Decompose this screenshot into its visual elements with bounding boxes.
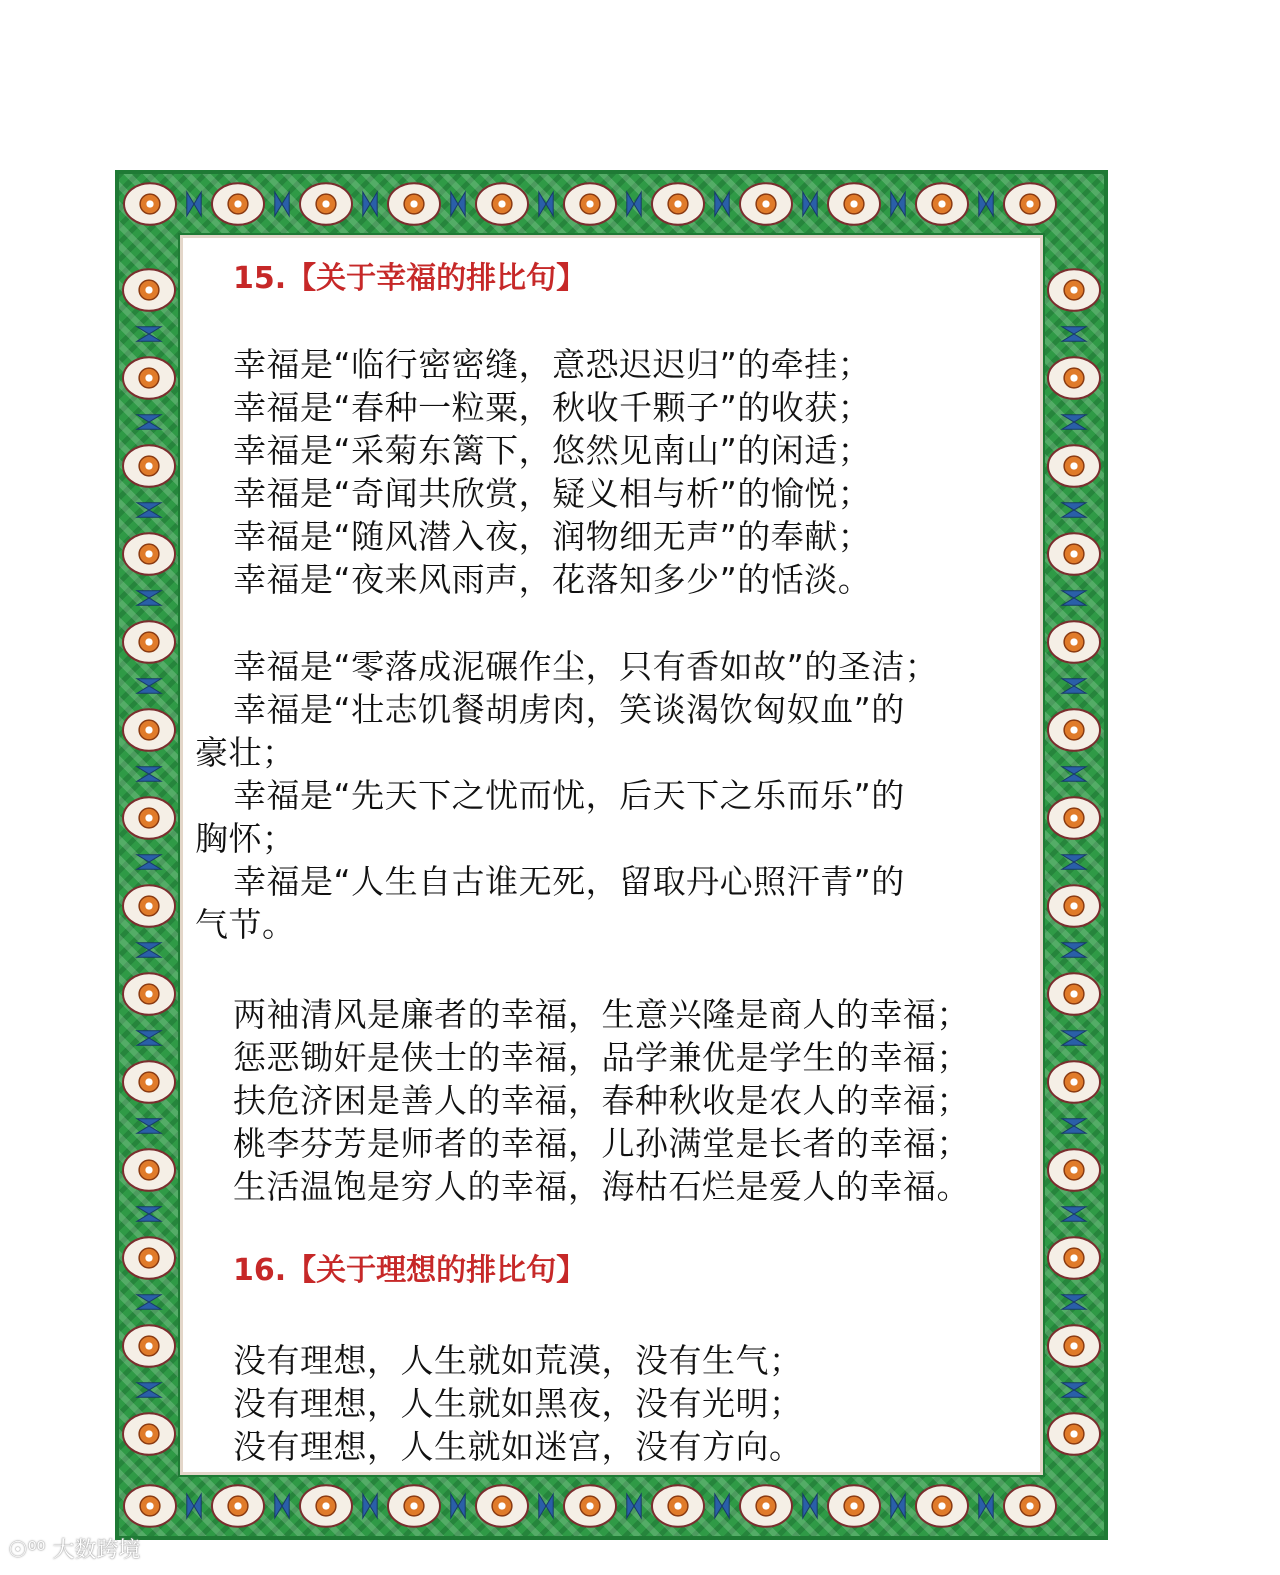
text-line: 幸福是“壮志饥餐胡虏肉，笑谈渴饮匈奴血”的 bbox=[233, 690, 905, 729]
text-line: 胸怀； bbox=[195, 819, 296, 858]
watermark bbox=[8, 1533, 140, 1564]
text-line: 幸福是“奇闻共欣赏，疑义相与析”的愉悦； bbox=[233, 474, 872, 513]
text-line: 幸福是“零落成泥碾作尘，只有香如故”的圣洁； bbox=[233, 647, 939, 686]
text-line: 豪壮； bbox=[195, 733, 296, 772]
text-line: 桃李芬芳是师者的幸福，儿孙满堂是长者的幸福； bbox=[233, 1124, 970, 1163]
text-line: 没有理想，人生就如黑夜，没有光明； bbox=[233, 1384, 803, 1423]
text-line: 幸福是“采菊东篱下，悠然见南山”的闲适； bbox=[233, 431, 872, 470]
text-line: 气节。 bbox=[195, 905, 296, 944]
watermark-text: 大数跨境 bbox=[52, 1538, 141, 1563]
text-line: 幸福是“春种一粒粟，秋收千颗子”的收获； bbox=[233, 388, 872, 427]
text-line: 惩恶锄奸是侠士的幸福，品学兼优是学生的幸福； bbox=[233, 1038, 970, 1077]
text-line: 没有理想，人生就如荒漠，没有生气； bbox=[233, 1341, 803, 1380]
text-line: 幸福是“人生自古谁无死，留取丹心照汗青”的 bbox=[233, 862, 905, 901]
text-line: 扶危济困是善人的幸福，春种秋收是农人的幸福； bbox=[233, 1081, 970, 1120]
text-line: 生活温饱是穷人的幸福，海枯石烂是爱人的幸福。 bbox=[233, 1167, 970, 1206]
text-line: 幸福是“临行密密缝，意恐迟迟归”的牵挂； bbox=[233, 345, 872, 384]
text-line: 幸福是“夜来风雨声，花落知多少”的恬淡。 bbox=[233, 560, 872, 599]
text-line: 两袖清风是廉者的幸福，生意兴隆是商人的幸福； bbox=[233, 995, 970, 1034]
section-16-heading: 16.【关于理想的排比句】 bbox=[233, 1253, 587, 1288]
watermark-logo-icon: ☉⁰⁰ bbox=[8, 1538, 53, 1563]
text-line: 幸福是“先天下之忧而忧，后天下之乐而乐”的 bbox=[233, 776, 905, 815]
section-15-heading: 15.【关于幸福的排比句】 bbox=[233, 261, 587, 296]
text-line: 没有理想，人生就如迷宫，没有方向。 bbox=[233, 1427, 803, 1466]
text-line: 幸福是“随风潜入夜，润物细无声”的奉献； bbox=[233, 517, 872, 556]
